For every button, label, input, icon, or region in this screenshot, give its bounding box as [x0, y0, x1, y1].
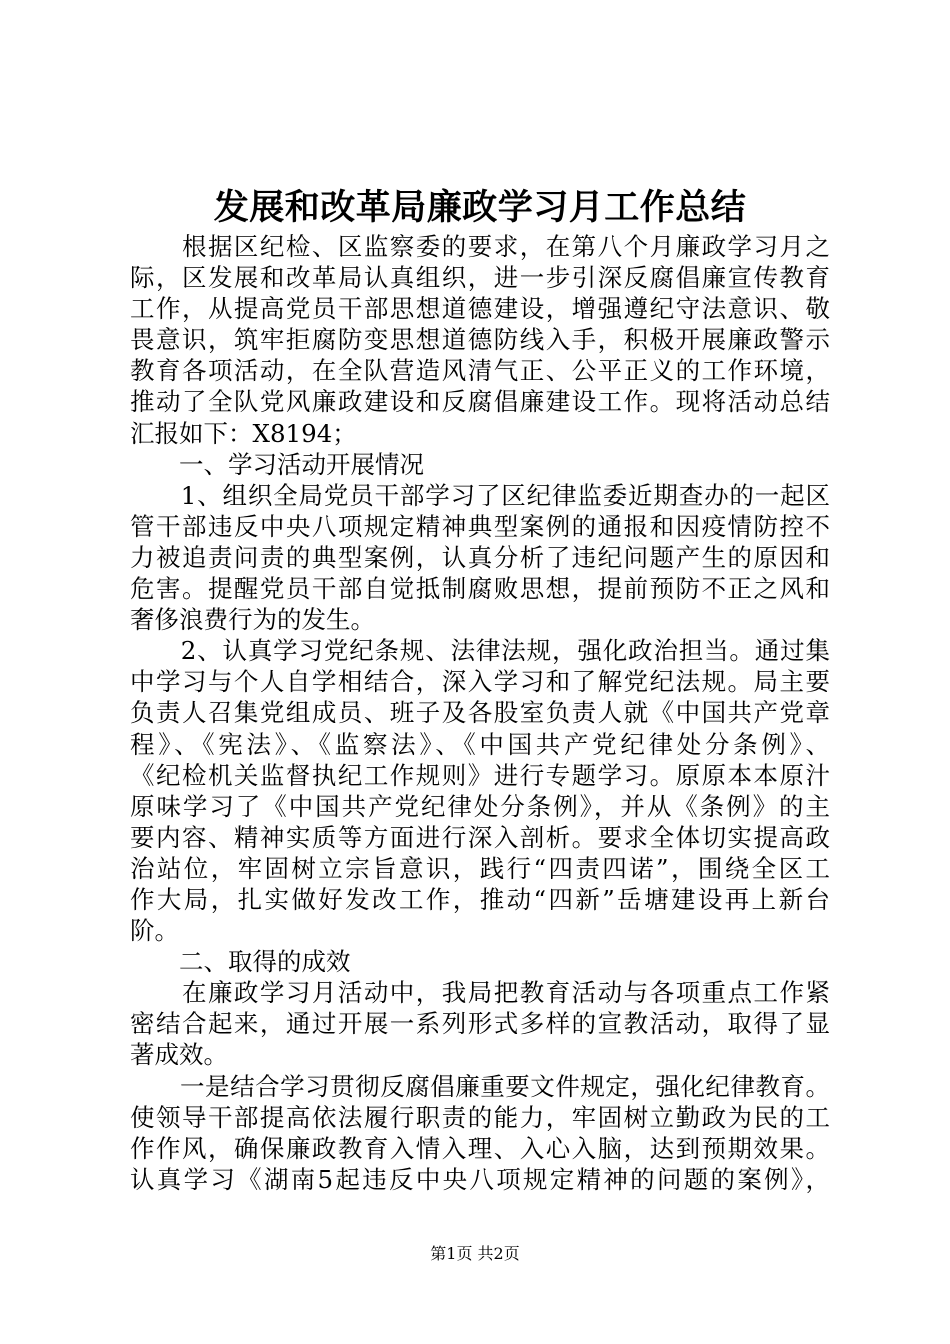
text-line: 原味学习了《中国共产党纪律处分条例》，并从《条例》的主: [130, 791, 832, 821]
text-line: 工作，从提高党员干部思想道德建设，增强遵纪守法意识、敬: [130, 294, 832, 324]
text-line: 在廉政学习月活动中，我局把教育活动与各项重点工作紧: [130, 978, 832, 1008]
document-title: 发展和改革局廉政学习月工作总结: [213, 187, 747, 228]
text-line: 教育各项活动，在全队营造风清气正、公平正义的工作环境，: [130, 356, 832, 386]
text-line: 《纪检机关监督执纪工作规则》进行专题学习。原原本本原汁: [130, 760, 832, 790]
text-line: 际，区发展和改革局认真组织，进一步引深反腐倡廉宣传教育: [130, 263, 832, 293]
text-line: 2、认真学习党纪条规、法律法规，强化政治担当。通过集: [130, 636, 831, 666]
text-line: 程》、《宪法》、《监察法》、《中国共产党纪律处分条例》、: [130, 729, 834, 759]
text-line: 危害。提醒党员干部自觉抵制腐败思想，提前预防不正之风和: [130, 574, 832, 604]
text-line: 要内容、精神实质等方面进行深入剖析。要求全体切实提高政: [130, 822, 832, 852]
text-line: 使领导干部提高依法履行职责的能力，牢固树立勤政为民的工: [130, 1102, 832, 1132]
text-line: 奢侈浪费行为的发生。: [130, 605, 375, 635]
text-line: 中学习与个人自学相结合，深入学习和了解党纪法规。局主要: [130, 667, 832, 697]
text-line: 著成效。: [130, 1040, 228, 1070]
text-line: 1、组织全局党员干部学习了区纪律监委近期查办的一起区: [130, 480, 831, 510]
text-line: 认真学习《湖南5起违反中央八项规定精神的问题的案例》，: [130, 1164, 833, 1194]
text-line: 一是结合学习贯彻反腐倡廉重要文件规定，强化纪律教育。: [130, 1071, 831, 1101]
text-line: 根据区纪检、区监察委的要求，在第八个月廉政学习月之: [130, 232, 832, 261]
text-line: 作作风，确保廉政教育入情入理、入心入脑，达到预期效果。: [130, 1133, 832, 1163]
text-line: 作大局，扎实做好发改工作，推动“四新”岳塘建设再上新台: [130, 884, 833, 914]
text-line: 力被追责问责的典型案例，认真分析了违纪问题产生的原因和: [130, 542, 832, 572]
text-line: 治站位，牢固树立宗旨意识，践行“四责四诺”，围绕全区工: [130, 853, 833, 883]
text-line: 一、学习活动开展情况: [130, 449, 424, 479]
text-line: 密结合起来，通过开展一系列形式多样的宣教活动，取得了显: [130, 1009, 832, 1039]
text-line: 推动了全队党风廉政建设和反腐倡廉建设工作。现将活动总结: [130, 387, 832, 417]
text-line: 负责人召集党组成员、班子及各股室负责人就《中国共产党章: [130, 698, 832, 728]
text-line: 管干部违反中央八项规定精神典型案例的通报和因疫情防控不: [130, 511, 832, 541]
document-body: [130, 231, 834, 1195]
text-line: 二、取得的成效: [130, 947, 351, 977]
page-footer: 第1页 共2页: [430, 1244, 520, 1263]
text-line: 阶。: [130, 916, 179, 946]
text-line: 畏意识，筑牢拒腐防变思想道德防线入手，积极开展廉政警示: [130, 325, 832, 355]
text-line: 汇报如下：X8194；: [130, 418, 357, 448]
